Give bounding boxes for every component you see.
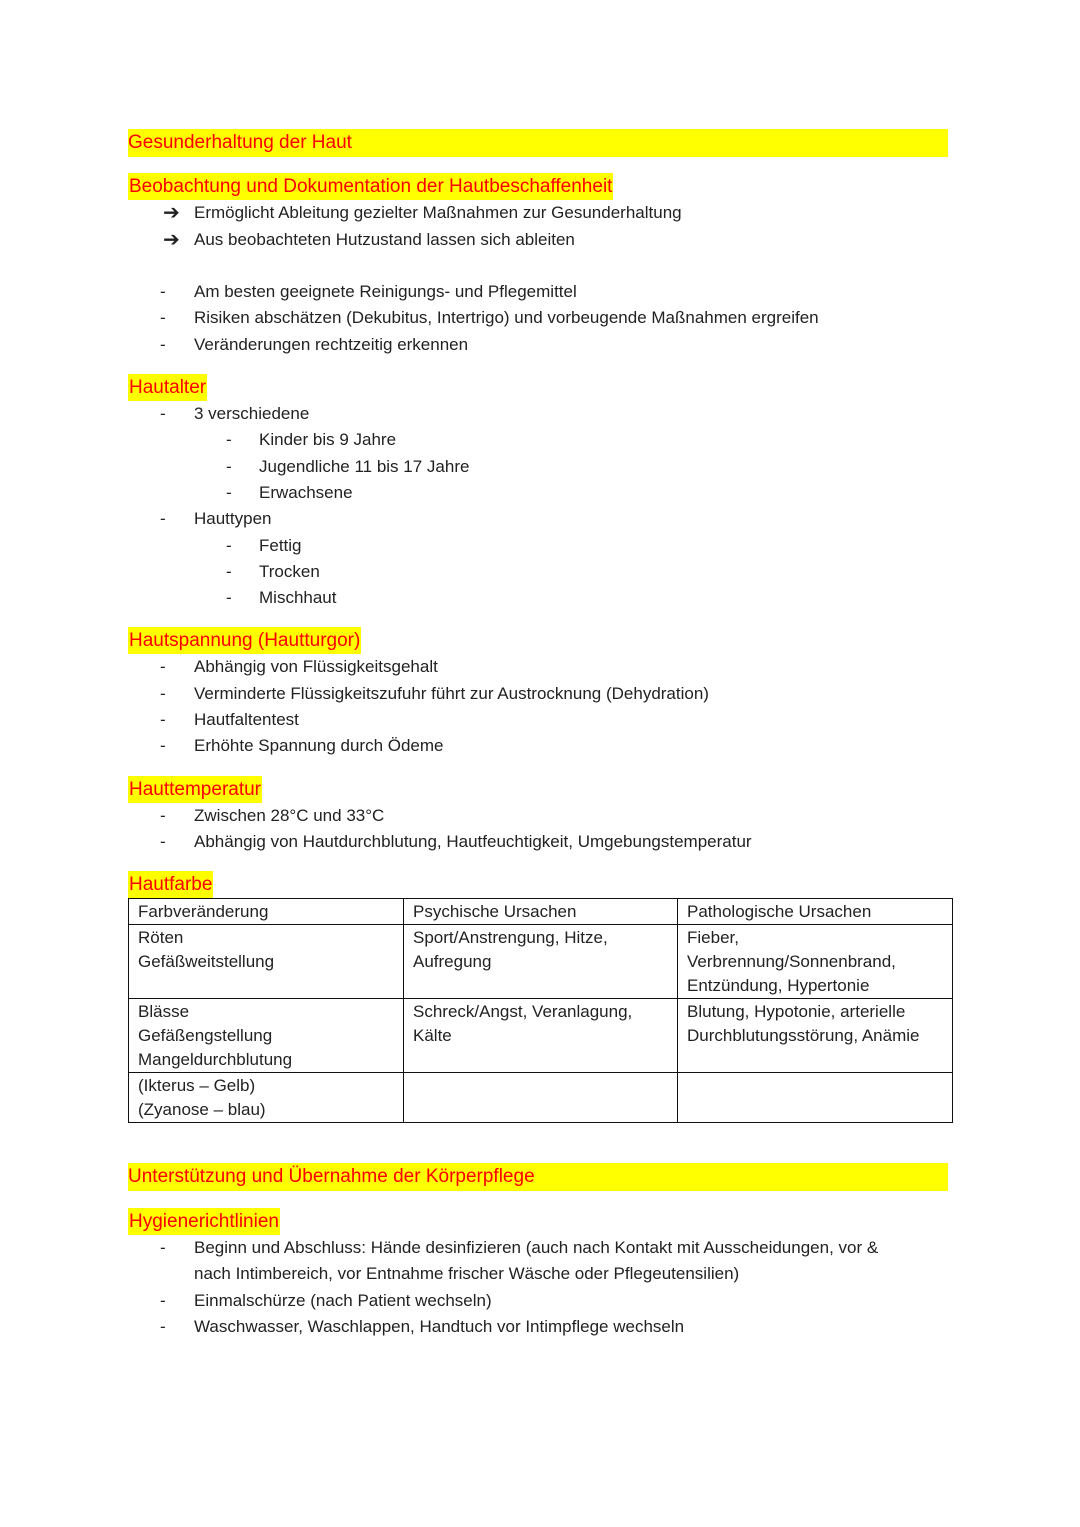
sub-list-item: Fettig [259, 536, 302, 555]
list-item: Verminderte Flüssigkeitszufuhr führt zur Austrocknung (Dehydration) [194, 684, 709, 703]
table-header-cell: Psychische Ursachen [404, 899, 678, 925]
heading-hautspannung: Hautspannung (Hautturgor) [128, 627, 361, 654]
dash-bullet: - [226, 483, 232, 502]
section-title: Unterstützung und Übernahme der Körperpflege [128, 1166, 535, 1187]
sub-list-item: Jugendliche 11 bis 17 Jahre [259, 457, 470, 476]
list-item: Einmalschürze (nach Patient wechseln) [194, 1291, 492, 1310]
section-title-band [128, 1163, 948, 1191]
table-cell: Sport/Anstrengung, Hitze, Aufregung [404, 925, 678, 999]
heading-beobachtung: Beobachtung und Dokumentation der Hautbeschaffenheit [128, 173, 613, 200]
table-header-cell: Farbveränderung [129, 899, 404, 925]
dash-bullet: - [160, 1291, 166, 1310]
list-item: Beginn und Abschluss: Hände desinfizieren (auch nach Kontakt mit Ausscheidungen, vor & [194, 1238, 879, 1257]
dash-bullet: - [160, 509, 166, 528]
list-item: Hauttypen [194, 509, 272, 528]
list-item: Hautfaltentest [194, 710, 299, 729]
table-cell [678, 1073, 953, 1123]
arrow-icon: ➔ [163, 202, 180, 224]
table-cell: Fieber, Verbrennung/Sonnenbrand, Entzündung, Hypertonie [678, 925, 953, 999]
dash-bullet: - [160, 736, 166, 755]
table-cell: Blutung, Hypotonie, arterielle Durchblutungsstörung, Anämie [678, 999, 953, 1073]
heading-hautalter: Hautalter [128, 374, 207, 401]
arrow-icon: ➔ [163, 229, 180, 251]
heading-hautfarbe: Hautfarbe [128, 871, 213, 898]
table-cell: Röten Gefäßweitstellung [129, 925, 404, 999]
list-item: Veränderungen rechtzeitig erkennen [194, 335, 469, 354]
dash-bullet: - [160, 657, 166, 676]
dash-bullet: - [160, 282, 166, 301]
dash-bullet: - [160, 710, 166, 729]
hautfarbe-table [128, 898, 953, 1123]
list-item: Zwischen 28°C und 33°C [194, 806, 385, 825]
heading-hygiene: Hygienerichtlinien [128, 1208, 280, 1235]
dash-bullet: - [160, 832, 166, 851]
table-row [129, 925, 953, 999]
sub-list-item: Erwachsene [259, 483, 353, 502]
heading-hauttemperatur: Hauttemperatur [128, 776, 262, 803]
table-cell: (Ikterus – Gelb) (Zyanose – blau) [129, 1073, 404, 1123]
table-cell [404, 1073, 678, 1123]
dash-bullet: - [226, 457, 232, 476]
arrow-item: Ermöglicht Ableitung gezielter Maßnahmen zur Gesunderhaltung [194, 203, 682, 222]
dash-bullet: - [226, 588, 232, 607]
list-item: Waschwasser, Waschlappen, Handtuch vor Intimpflege wechseln [194, 1317, 685, 1336]
list-item: 3 verschiedene [194, 404, 310, 423]
table-row [129, 1073, 953, 1123]
dash-bullet: - [160, 1238, 166, 1257]
dash-bullet: - [226, 562, 232, 581]
dash-bullet: - [160, 404, 166, 423]
list-item: Abhängig von Hautdurchblutung, Hautfeuchtigkeit, Umgebungstemperatur [194, 832, 752, 851]
dash-bullet: - [160, 806, 166, 825]
table-row [129, 999, 953, 1073]
table-cell: Blässe Gefäßengstellung Mangeldurchblutung [129, 999, 404, 1073]
sub-list-item: Mischhaut [259, 588, 337, 607]
list-item: Am besten geeignete Reinigungs- und Pflegemittel [194, 282, 577, 301]
table-header-row [129, 899, 953, 925]
arrow-item: Aus beobachteten Hutzustand lassen sich ableiten [194, 230, 575, 249]
dash-bullet: - [160, 308, 166, 327]
dash-bullet: - [160, 684, 166, 703]
dash-bullet: - [160, 335, 166, 354]
section-title: Gesunderhaltung der Haut [128, 132, 352, 153]
dash-bullet: - [226, 536, 232, 555]
section-title-band [128, 129, 948, 157]
dash-bullet: - [226, 430, 232, 449]
list-item-continuation: nach Intimbereich, vor Entnahme frischer Wäsche oder Pflegeutensilien) [194, 1264, 740, 1283]
table-cell: Schreck/Angst, Veranlagung, Kälte [404, 999, 678, 1073]
sub-list-item: Trocken [259, 562, 320, 581]
table-header-cell: Pathologische Ursachen [678, 899, 953, 925]
list-item: Risiken abschätzen (Dekubitus, Intertrigo) und vorbeugende Maßnahmen ergreifen [194, 308, 819, 327]
list-item: Abhängig von Flüssigkeitsgehalt [194, 657, 438, 676]
dash-bullet: - [160, 1317, 166, 1336]
sub-list-item: Kinder bis 9 Jahre [259, 430, 397, 449]
list-item: Erhöhte Spannung durch Ödeme [194, 736, 444, 755]
